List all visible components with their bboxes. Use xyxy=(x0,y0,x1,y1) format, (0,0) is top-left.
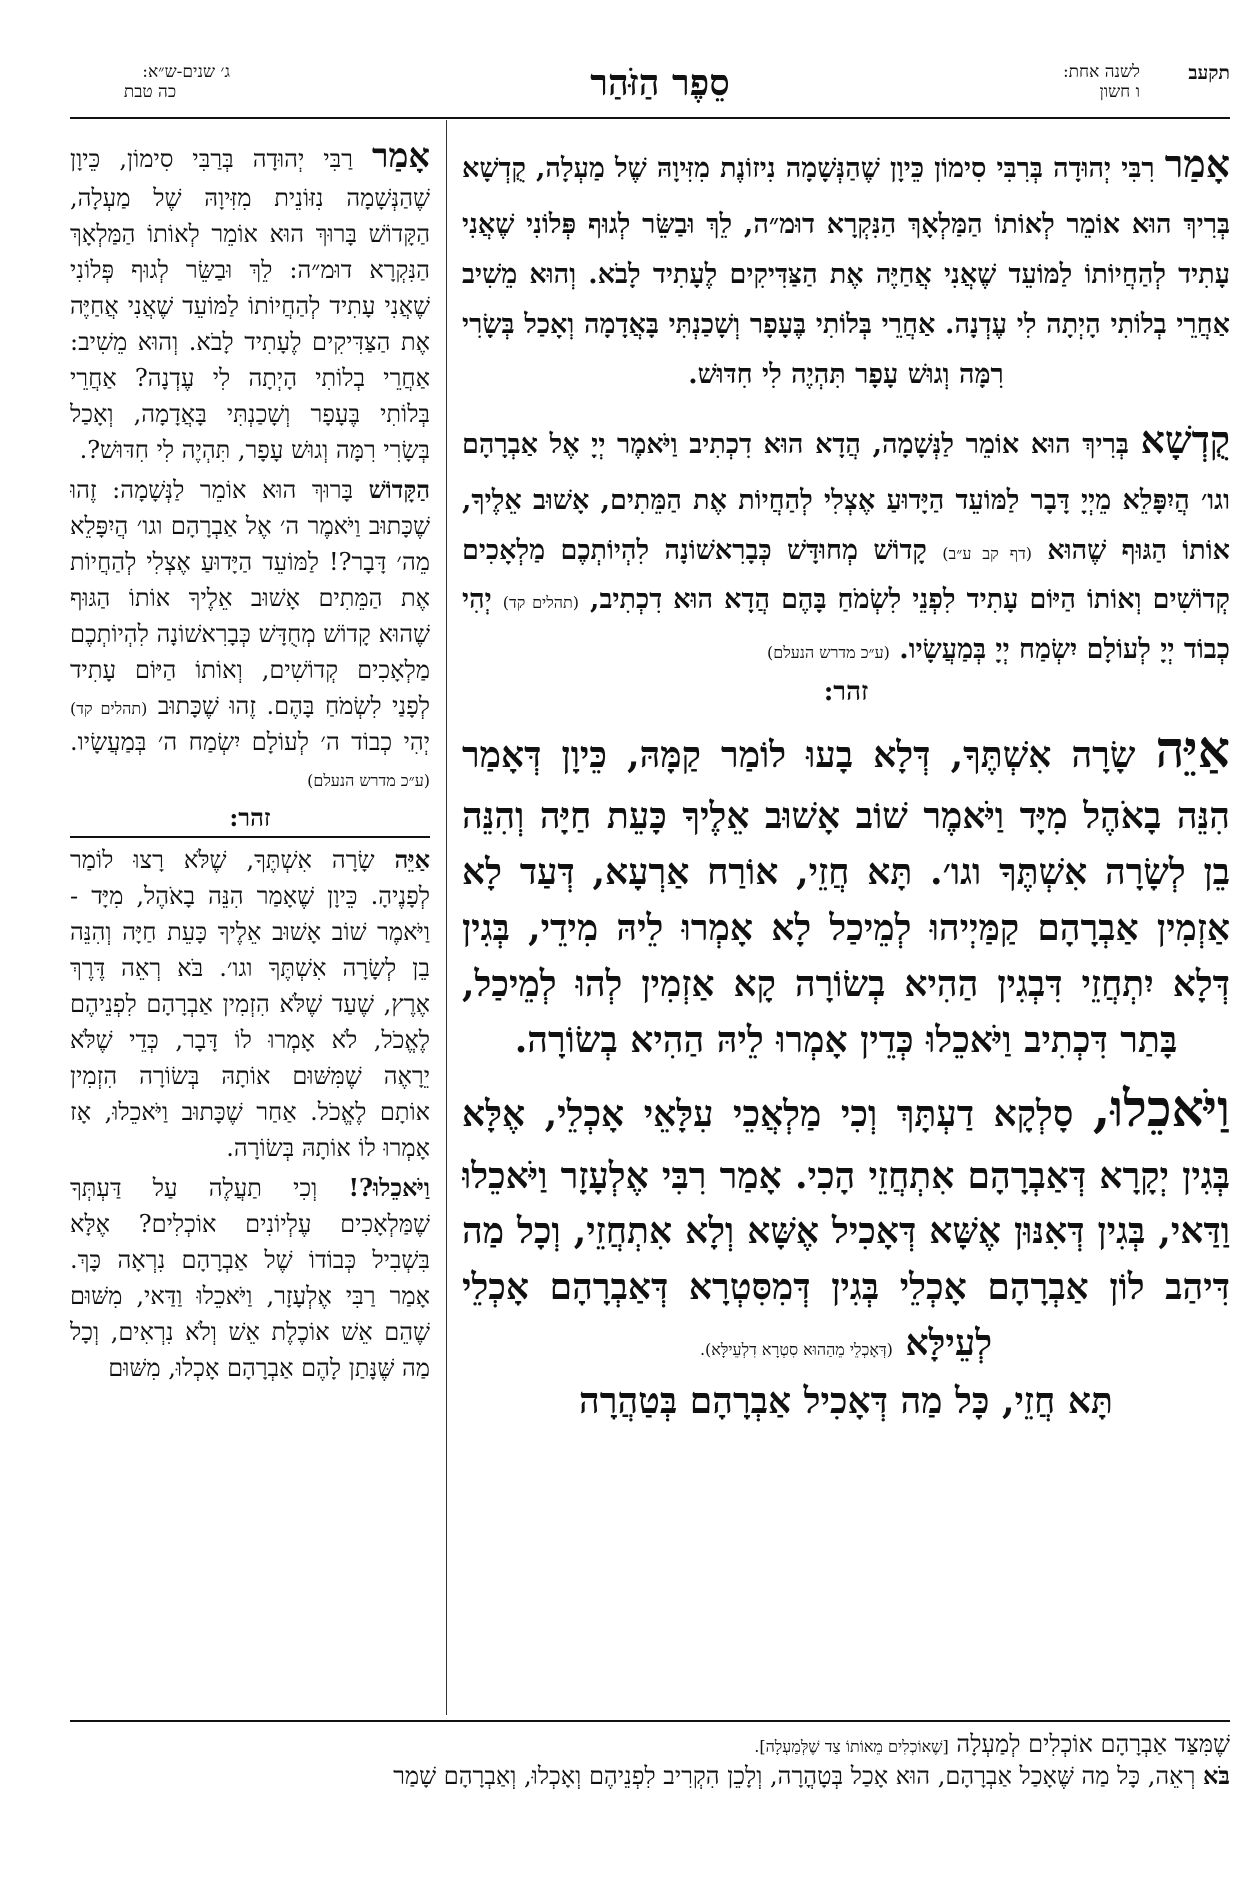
footer-line-2-text: רְאֵה, כָּל מַה שֶּׁאָכַל אַבְרָהָם, הוּא אָכַל בְּטָהֳרָה, וְלָכֵן הִקְרִיב לִפְנֵיהֶם וְאָכְלוּ, וְאַבְרָהָם שָׁמַר xyxy=(393,1762,1196,1790)
translation-paragraph-2 xyxy=(70,472,430,796)
translation-paragraph-2-text-a: בָּרוּךְ הוּא אוֹמֵר לַנְּשָׁמָה: זֶהוּ שֶׁכָּתוּב וַיֹּאמֶר ה׳ אֶל אַבְרָהָם וגו׳ הֲיִפָּלֵא מֵה׳ דָּבָר?! לַמּוֹעֵד הַיָּדוּעַ אֶצְלִי לְהַחֲיוֹת אֶת הַמֵּתִים אָשׁוּב אֵלֶיךָ אוֹתוֹ הַגּוּף שֶׁהוּא קָדוֹשׁ מְחֻדָּשׁ כְּבָרִאשׁוֹנָה לִהְיוֹתְכֶם מַלְאָכִים קְדוֹשִׁים, וְאוֹתוֹ הַיּוֹם עָתִיד לְפָנַי לִשְׂמֹחַ בָּהֶם. זֶהוּ שֶׁכָּתוּב xyxy=(70,476,430,721)
translation-paragraph-2-source: (ע״כ מדרש הנעלם) xyxy=(307,771,430,791)
header-left-line2: כה טבת xyxy=(123,82,177,102)
translation-paragraph-2-head: הַקָּדוֹשׁ xyxy=(368,475,430,505)
translation-paragraph-4-text: וְכִי תַעֲלֶה עַל דַּעְתְּךָ שֶׁמַּלְאָכִים עֶלְיוֹנִים אוֹכְלִים? אֶלָּא בִּשְׁבִיל כְּבוֹדוֹ שֶׁל אַבְרָהָם נִרְאָה כָּךְ. אָמַר רַבִּי אֶלְעָזָר, וַיֹּאכֵלוּ וַדַּאי, מִשּׁוּם שֶׁהֵם אֵשׁ אוֹכֶלֶת אֵשׁ וְלֹא נִרְאִים, וְכָל מַה שֶּׁנָּתַן לָהֶם אַבְרָהָם אָכְלוּ, מִשּׁוּם xyxy=(70,1174,430,1383)
main-column xyxy=(462,130,1230,1715)
translation-paragraph-3-text: שָׂרָה אִשְׁתֶּךָ, שֶׁלֹּא רָצוּ לוֹמַר לְפָנֶיהָ. כֵּיוָן שֶׁאָמַר הִנֵּה בָאֹהֶל, מִיָּד - וַיֹּאמֶר שׁוֹב אָשׁוּב אֵלֶיךָ כָּעֵת חַיָּה וְהִנֵּה בֵן לְשָׂרָה אִשְׁתֶּךָ וגו׳. בֹּא רְאֵה דֶּרֶךְ אֶרֶץ, שֶׁעַד שֶׁלֹּא הִזְמִין אַבְרָהָם לִפְנֵיהֶם לֶאֱכֹל, לֹא אָמְרוּ לוֹ דָּבָר, כְּדֵי שֶׁלֹּא יֵרָאֶה שֶׁמִּשּׁוּם אוֹתָהּ בְּשׂוֹרָה הִזְמִין אוֹתָם לֶאֱכֹל. אַחַר שֶׁכָּתוּב וַיֹּאכֵלוּ, אָז אָמְרוּ לוֹ אוֹתָהּ בְּשׂוֹרָה. xyxy=(70,846,430,1163)
paragraph-3 xyxy=(462,711,1230,1068)
paragraph-3-head: אַיֵּה xyxy=(1155,720,1230,780)
translation-paragraph-1-head: אָמַר xyxy=(372,135,430,175)
paragraph-4 xyxy=(462,1070,1230,1371)
header-left xyxy=(70,62,230,102)
footer-line-2 xyxy=(70,1761,1230,1791)
translation-zohar-label: זהר: xyxy=(70,800,430,838)
header-left-line1: ג׳ שנים-ש״א: xyxy=(142,62,230,82)
translation-paragraph-4 xyxy=(70,1170,430,1386)
footer-line-1 xyxy=(70,1730,1230,1759)
column-divider xyxy=(446,120,447,1715)
header-right-label1: לשנה אחת: xyxy=(1062,62,1140,82)
header-right-label2: ו חשון xyxy=(1099,82,1140,102)
paragraph-5: תָּא חֲזֵי, כָּל מַה דְּאָכִיל אַבְרָהָם בְּטַהֲרָה xyxy=(579,1379,1113,1422)
paragraph-2-text-c: יְהִי כְבוֹד יְיָ לְעוֹלָם יִשְׂמַח יְיָ בְּמַעֲשָׂיו. xyxy=(462,584,1230,666)
paragraph-2 xyxy=(462,406,1230,676)
footer-line-1-text: שֶׁמִּצַּד אַבְרָהָם אוֹכְלִים לְמַעְלָה xyxy=(956,1730,1230,1758)
translation-paragraph-4-head: וַיֹּאכֵלוּ?! xyxy=(348,1173,430,1203)
header-rule xyxy=(70,117,1230,119)
translation-paragraph-1-text: רַבִּי יְהוּדָה בְּרַבִּי סִימוֹן, כֵּיוָן שֶׁהַנְּשָׁמָה נִזּוֹנֵית מִזִּיוָהּ שֶׁל מַעְלָה, הַקָּדוֹשׁ בָּרוּךְ הוּא אוֹמֵר לְאוֹתוֹ הַמַּלְאָךְ הַנִּקְרָא דוּמ״ה: לֵךְ וּבַשֵּׂר לְגוּף פְּלוֹנִי שֶׁאֲנִי עָתִיד לְהַחֲיוֹתוֹ לַמּוֹעֵד שֶׁאֲנִי אֲחַיֶּה אֶת הַצַּדִּיקִים לֶעָתִיד לָבֹא. וְהוּא מֵשִׁיב: אַחֲרֵי בְלוֹתִי הָיְתָה לִי עֶדְנָה? אַחֲרֵי בְּלוֹתִי בֶּעָפָר וְשָׁכַנְתִּי בָּאֲדָמָה, וְאָכַל בְּשָׂרִי רִמָּה וְגוּשׁ עָפָר, תִּהְיֶה לִי חִדּוּשׁ?. xyxy=(70,145,430,465)
page-title: סֵפֶר הַזֹּהַר xyxy=(590,62,730,104)
translation-paragraph-2-ref: (תהלים קד) xyxy=(70,699,148,719)
paragraph-1-text: רִבִּי יְהוּדָה בְּרִבִּי סִימוֹן כֵּיוָן שֶׁהַנְּשָׁמָה נִיזוֹנֶת מִזִּיוָהּ שֶׁל מַעְלָה, קֻדְשָׁא בְּרִיךְ הוּא אוֹמֵר לְאוֹתוֹ הַמַּלְאָךְ הַנִּקְרָא דוּמ״ה, לֵךְ וּבַשֵּׂר לְגוּף פְּלוֹנִי שֶׁאֲנִי עָתִיד לְהַחֲיוֹתוֹ לַמּוֹעֵד שֶׁאֲנִי אֲחַיֶּה אֶת הַצַּדִּיקִים לֶעָתִיד לָבֹא. וְהוּא מֵשִׁיב אַחֲרֵי בְלוֹתִי הָיְתָה לִי עֶדְנָה. אַחֲרֵי בְּלוֹתִי בֶּעָפָר וְשָׁכַנְתִּי בָּאֲדָמָה וְאָכַל בְּשָׂרִי רִמָּה וְגוּשׁ עָפָר תִּהְיֶה לִי חִדּוּשׁ. xyxy=(462,153,1230,390)
paragraph-2-source: (ע״כ מדרש הנעלם) xyxy=(766,643,890,663)
page-footer xyxy=(70,1720,1230,1793)
page-number: תקעב xyxy=(1188,62,1230,84)
translation-paragraph-3-head: אַיֵּה xyxy=(394,845,430,875)
paragraph-2-ref2: (תהלים קד) xyxy=(502,593,579,613)
paragraph-4-head: וַיֹּאכֵלוּ, xyxy=(1092,1079,1230,1139)
paragraph-2-head: קֻדְשָׁא xyxy=(1140,417,1230,462)
footer-line-2-head: בֹּא xyxy=(1203,1761,1230,1790)
paragraph-1-head: אָמַר xyxy=(1164,142,1230,186)
page-header xyxy=(70,62,1230,117)
translation-paragraph-2-text-b: יְהִי כְבוֹד ה׳ לְעוֹלָם יִשְׂמַח ה׳ בְּמַעֲשָׂיו. xyxy=(70,728,430,757)
header-right-labels xyxy=(1020,62,1140,102)
paragraph-2-text-a: בְּרִיךְ הוּא אוֹמֵר לַנְּשָׁמָה, הֲדָא הוּא דִכְתִיב וַיֹּאמֶר יְיָ אֶל אַבְרָהָם וגו׳ הֲיִפָּלֵא מֵיְיָ דָּבָר לַמּוֹעֵד הַיָּדוּעַ אֶצְלִי לְהַחֲיוֹת אֶת הַמֵּתִים, אָשׁוּב אֵלֶיךָ, אוֹתוֹ הַגּוּף שֶׁהוּא xyxy=(462,428,1230,566)
paragraph-4-note: (דְּאָכְלֵי מֵהַהוּא סִטְרָא דִלְעֵילָּא). xyxy=(699,1339,893,1359)
zohar-label: זהר: xyxy=(823,677,869,708)
footer-line-1-note: [שֶׁאוֹכְלִים מֵאוֹתוֹ צַד שֶׁלְּמַעְלָה]. xyxy=(754,1737,949,1756)
translation-paragraph-1 xyxy=(70,130,430,468)
paragraph-1 xyxy=(462,130,1230,400)
paragraph-2-text-b: קָדוֹשׁ מְחוּדָּשׁ כְּבָרִאשׁוֹנָה לִהְיוֹתְכֶם מַלְאָכִים קְדוֹשִׁים וְאוֹתוֹ הַיּוֹם עָתִיד לִפְנֵי לִשְׂמֹחַ בָּהֶם הֲדָא הוּא דִכְתִיב, xyxy=(462,534,1230,616)
paragraph-3-text: שָׂרָה אִשְׁתֶּךָ, דְּלָא בָעוּ לוֹמַר קַמָּהּ, כֵּיוָן דְּאָמַר הִנֵּה בָאֹהֶל מִיָּד וַיֹּאמֶר שׁוֹב אָשׁוּב אֵלֶיךָ כָּעֵת חַיָּה וְהִנֵּה בֵן לְשָׂרָה אִשְׁתֶּךָ וגו׳. תָּא חֲזֵי, אוֹרַח אַרְעָא, דְּעַד לָא אַזְמִין אַבְרָהָם קַמַּיְיהוּ לְמֵיכַל לָא אָמְרוּ לֵיהּ מִידֵי, בְּגִין דְּלָא יִתְחֲזֵי דִּבְגִין הַהִיא בְשׂוֹרָה קָא אַזְמִין לְהוּ לְמֵיכַל, בָּתַר דִּכְתִיב וַיֹּאכֵלוּ כְּדֵין אָמְרוּ לֵיהּ הַהִיא בְשׂוֹרָה. xyxy=(462,734,1230,1061)
translation-column xyxy=(70,130,430,1715)
translation-paragraph-3 xyxy=(70,842,430,1166)
paragraph-4-text: סָלְקָא דַעְתָּךְ וְכִי מַלְאֲכֵי עִלָּאֵי אָכְלֵי, אֶלָּא בְּגִין יְקָרָא דְּאַבְרָהָם אִתְחֲזֵי הָכִי. אָמַר רִבִּי אֶלְעָזָר וַיֹּאכֵלוּ וַדַּאי, בְּגִין דְּאִנּוּן אֶשָּׁא דְּאָכִיל אֶשָּׁא וְלָא אִתְחֲזֵי, וְכָל מַה דִּיהַב לוֹן אַבְרָהָם אָכְלֵי בְּגִין דְּמִסִּטְרָא דְּאַבְרָהָם אָכְלֵי לְעֵילָּא xyxy=(462,1093,1230,1364)
paragraph-2-ref1: (דף קב ע״ב) xyxy=(942,543,1033,563)
